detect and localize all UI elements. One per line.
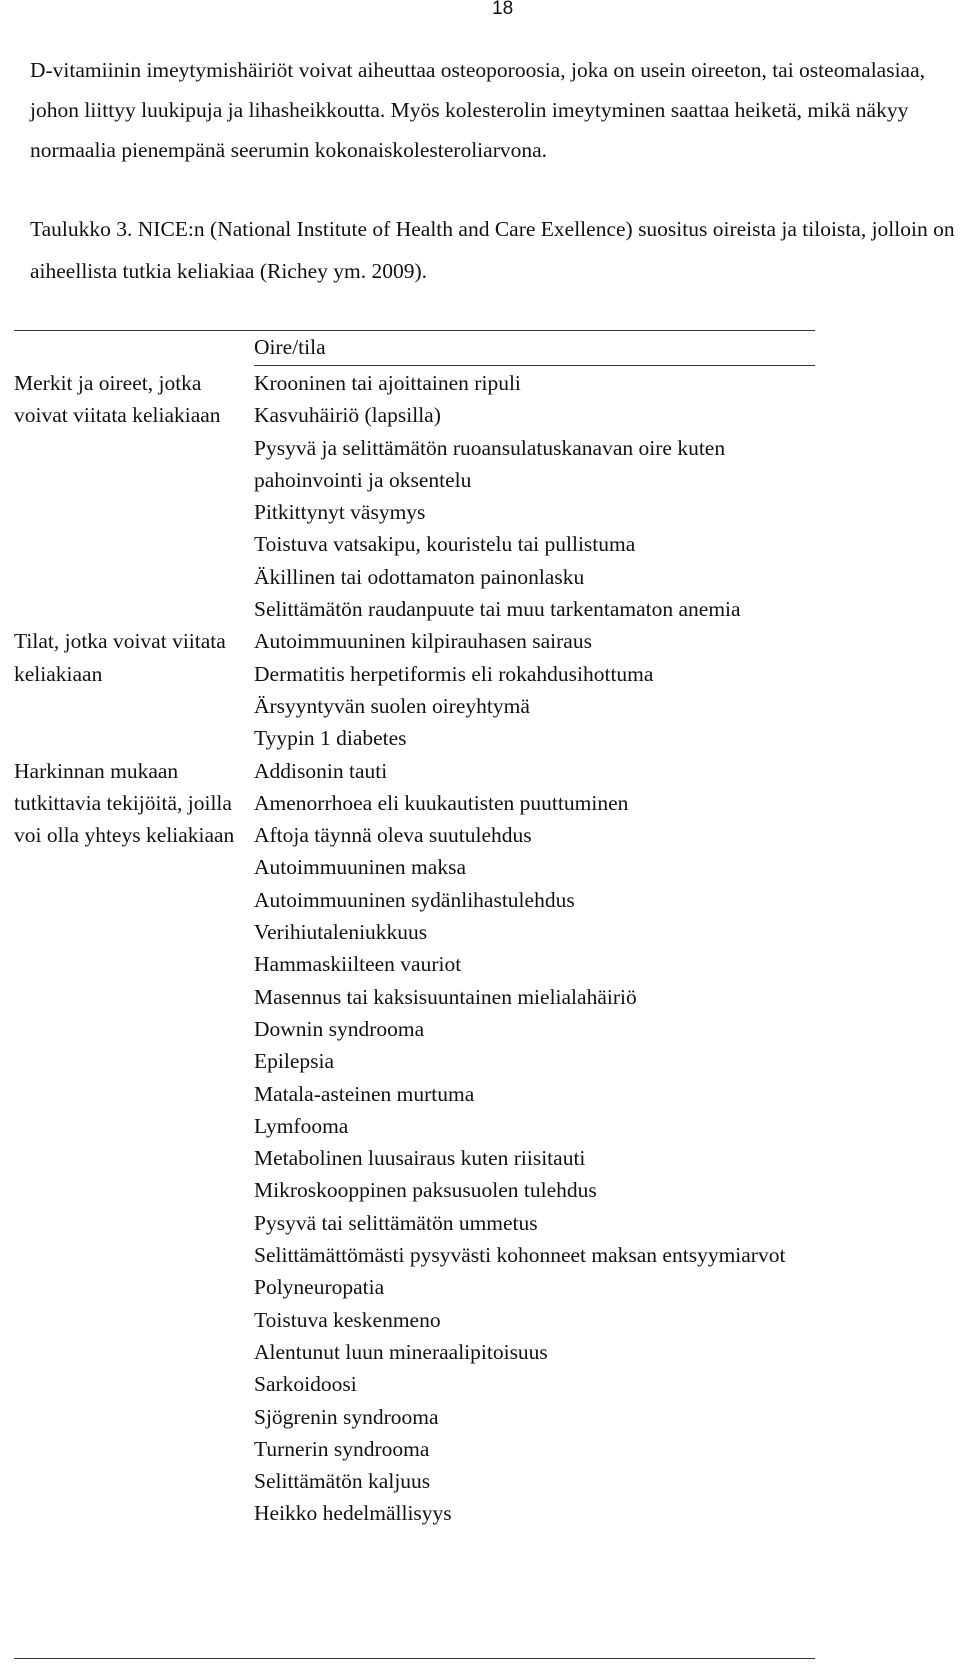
list-item: Amenorrhoea eli kuukautisten puuttuminen [254, 790, 629, 815]
column-header: Oire/tila [254, 335, 326, 359]
list-item: Matala-asteinen murtuma [254, 1081, 475, 1106]
list-item: Dermatitis herpetiformis eli rokahdusihottuma [254, 661, 654, 686]
list-item: Selittämättömästi pysyvästi kohonneet maksan entsyymiarvot [254, 1243, 786, 1268]
list-item: Äkillinen tai odottamaton painonlasku [254, 564, 585, 589]
group-label: Merkit ja oireet, jotka voivat viitata keliakiaan [14, 371, 221, 428]
list-item: Krooninen tai ajoittainen ripuli [254, 371, 521, 395]
table-caption: Taulukko 3. NICE:n (National Institute of Health and Care Exellence) suositus oireista ja tiloista, jolloin on aiheellista tutkia keliakiaa (Richey ym. 2009). [30, 217, 955, 283]
group-items [254, 755, 815, 1530]
list-item: Lymfooma [254, 1113, 349, 1138]
list-item: Selittämätön raudanpuute tai muu tarkentamaton anemia [254, 597, 741, 622]
list-item: Autoimmuuninen maksa [254, 855, 466, 880]
list-item: Ärsyyntyvän suolen oireyhtymä [254, 693, 530, 718]
list-item: Addisonin tauti [254, 758, 388, 783]
group-items [254, 367, 815, 625]
body-paragraph: D-vitamiinin imeytymishäiriöt voivat aiheuttaa osteoporoosia, joka on usein oireeton, tai osteomalasiaa, johon liittyy luukipuja ja lihasheikkoutta. Myös kolesterolin imeytyminen saattaa heiketä, mikä näkyy normaalia pienempänä seerumin kokonaiskolesteroliarvona. [30, 58, 926, 162]
list-item: Turnerin syndrooma [254, 1436, 430, 1461]
table-body [14, 367, 815, 1530]
list-item: Autoimmuuninen kilpirauhasen sairaus [254, 629, 592, 654]
list-item: Hammaskiilteen vauriot [254, 952, 462, 977]
list-item: Epilepsia [254, 1049, 335, 1074]
group-items [254, 625, 815, 754]
list-item: Autoimmuuninen sydänlihastulehdus [254, 887, 575, 912]
list-item: Masennus tai kaksisuuntainen mielialahäiriö [254, 984, 637, 1009]
list-item: Kasvuhäiriö (lapsilla) [254, 403, 441, 428]
list-item: Sjögrenin syndrooma [254, 1404, 439, 1429]
list-item: Verihiutaleniukkuus [254, 920, 428, 945]
group-label: Tilat, jotka voivat viitata keliakiaan [14, 629, 226, 686]
list-item: Selittämätön kaljuus [254, 1469, 431, 1494]
list-item: Metabolinen luusairaus kuten riisitauti [254, 1146, 586, 1171]
list-item: Pysyvä tai selittämätön ummetus [254, 1210, 538, 1235]
list-item: Toistuva keskenmeno [254, 1307, 441, 1332]
header-rule [254, 365, 815, 366]
group-label: Harkinnan mukaan tutkittavia tekijöitä, joilla voi olla yhteys keliakiaan [14, 758, 235, 848]
list-item: Pysyvä ja selittämätön ruoansulatuskanavan oire kuten pahoinvointi ja oksentelu [254, 435, 726, 492]
table-top-rule [14, 330, 815, 331]
list-item: Toistuva vatsakipu, kouristelu tai pullistuma [254, 532, 636, 557]
list-item: Polyneuropatia [254, 1275, 385, 1300]
list-item: Alentunut luun mineraalipitoisuus [254, 1339, 548, 1364]
list-item: Tyypin 1 diabetes [254, 726, 407, 751]
list-item: Downin syndrooma [254, 1016, 425, 1041]
list-item: Mikroskooppinen paksusuolen tulehdus [254, 1178, 597, 1203]
list-item: Sarkoidoosi [254, 1372, 357, 1397]
page-number: 18 [492, 0, 514, 19]
list-item: Pitkittynyt väsymys [254, 500, 426, 525]
list-item: Heikko hedelmällisyys [254, 1501, 452, 1526]
table-bottom-rule [14, 1658, 815, 1659]
list-item: Aftoja täynnä oleva suutulehdus [254, 823, 532, 848]
